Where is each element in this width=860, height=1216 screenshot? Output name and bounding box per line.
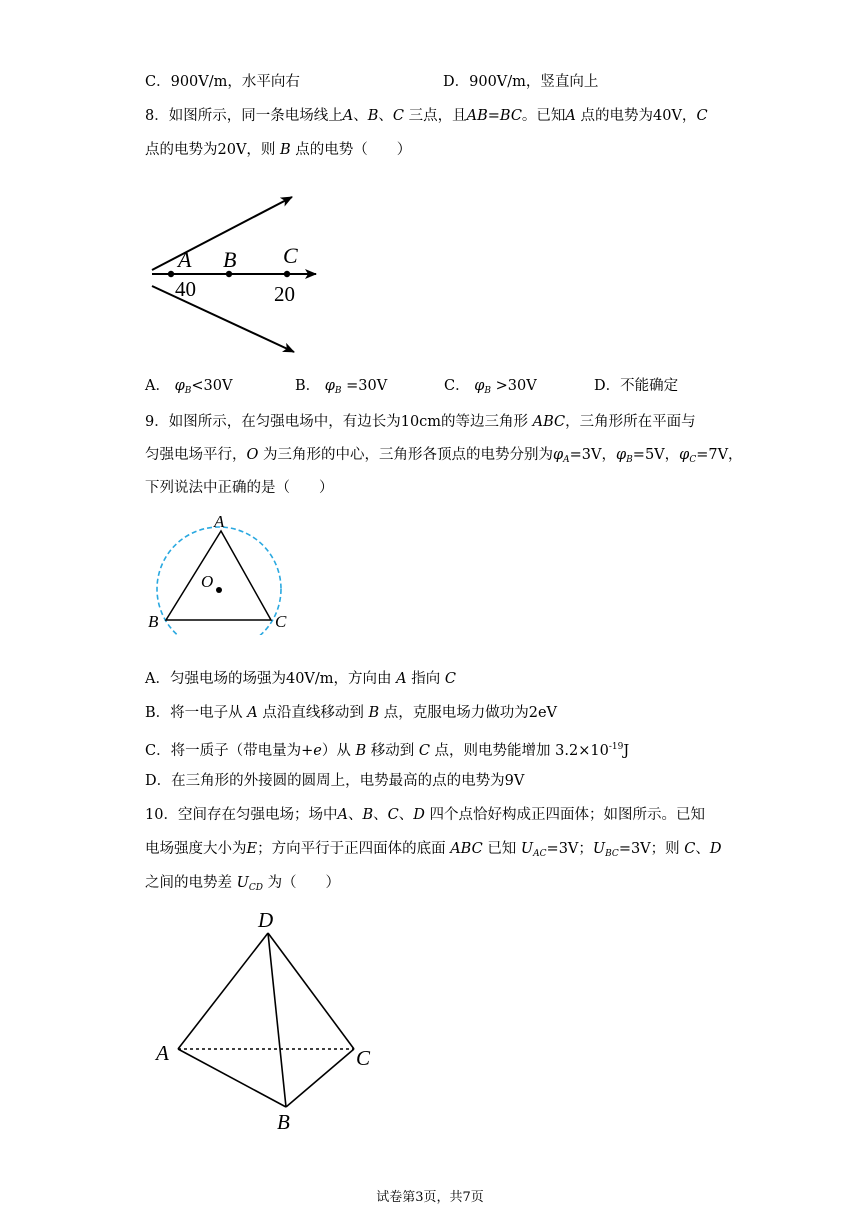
- q9-label-b: B: [148, 612, 159, 631]
- q8-value-c: 20: [274, 282, 295, 306]
- q9-label-o: O: [201, 572, 214, 591]
- q7-option-d: D．900V/m，竖直向上: [443, 74, 599, 90]
- q8-label-c: C: [283, 243, 298, 268]
- q10-label-a: A: [156, 1041, 169, 1065]
- q10-line2: 电场强度大小为E；方向平行于正四面体的底面 ABC 已知 $U_{AC}=3V$；$U_{BC}=3V$；则 C、D: [145, 841, 722, 859]
- q10-line3: 之间的电势差 $U_{CD}$ 为（ ）: [145, 875, 341, 893]
- q9-option-c: C．将一质子（带电量为+e）从 B 移动到 C 点，则电势能增加 $3.2\times 10^{-19}J$: [145, 742, 630, 759]
- q10-line1: 10．空间存在匀强电场；场中A、B、C、D 四个点恰好构成正四面体；如图所示。已知: [145, 807, 705, 823]
- q10-edge-db: [268, 933, 286, 1107]
- q10-edge-bc: [286, 1049, 354, 1107]
- q8-line1: 8．如图所示，同一条电场线上A、B、C 三点，且AB=BC。已知A 点的电势为40V，C: [145, 108, 708, 124]
- q8-label-a: A: [178, 247, 192, 272]
- q8-point-a: [168, 271, 174, 277]
- q9-line3: 下列说法中正确的是（ ）: [145, 480, 334, 496]
- q10-label-c: C: [356, 1046, 371, 1070]
- q9-option-a: A．匀强电场的场强为40V/m，方向由 A 指向 C: [145, 671, 456, 687]
- q9-label-c: C: [275, 612, 287, 631]
- q10-label-d: D: [258, 908, 274, 932]
- q9-line1: 9．如图所示，在匀强电场中，有边长为10cm的等边三角形 ABC，三角形所在平面与: [145, 414, 696, 430]
- q8-point-c: [284, 271, 290, 277]
- q9-option-d: D．在三角形的外接圆的圆周上，电势最高的点的电势为9V: [145, 773, 525, 789]
- q8-line2: 点的电势为20V，则 B 点的电势（ ）: [145, 142, 412, 158]
- q10-label-b: B: [277, 1110, 290, 1134]
- q9-center-o: [216, 587, 222, 593]
- q10-edge-ab: [178, 1049, 286, 1107]
- q8-option-c: C． $\varphi_B >30V$: [444, 378, 537, 396]
- q9-line2: 匀强电场平行，O 为三角形的中心，三角形各顶点的电势分别为$\varphi_A=3V$，$\varphi_B=5V$，$\varphi_C=7V$，: [145, 447, 743, 465]
- q8-figure: [140, 185, 340, 365]
- q8-field-line-upper: [152, 197, 292, 270]
- q10-figure: [150, 905, 390, 1140]
- q9-triangle: [166, 531, 271, 620]
- q9-figure: [140, 510, 300, 635]
- q8-option-d: D．不能确定: [594, 378, 679, 394]
- q9-option-b: B．将一电子从 A 点沿直线移动到 B 点，克服电场力做功为2eV: [145, 705, 558, 721]
- q10-edge-da: [178, 933, 268, 1049]
- q8-value-a: 40: [175, 277, 196, 301]
- q8-option-b: B． $\varphi_B =30V$: [295, 378, 388, 396]
- page-footer: 试卷第3页，共7页: [376, 1190, 484, 1205]
- q8-field-line-lower: [152, 286, 294, 352]
- q8-option-a: A． $\varphi_B<30V$: [145, 378, 233, 396]
- q10-edge-dc: [268, 933, 354, 1049]
- q9-circumcircle: [157, 527, 281, 635]
- q7-option-c: C．900V/m，水平向右: [145, 74, 300, 90]
- q9-label-a: A: [214, 512, 225, 531]
- q8-label-b: B: [223, 247, 237, 272]
